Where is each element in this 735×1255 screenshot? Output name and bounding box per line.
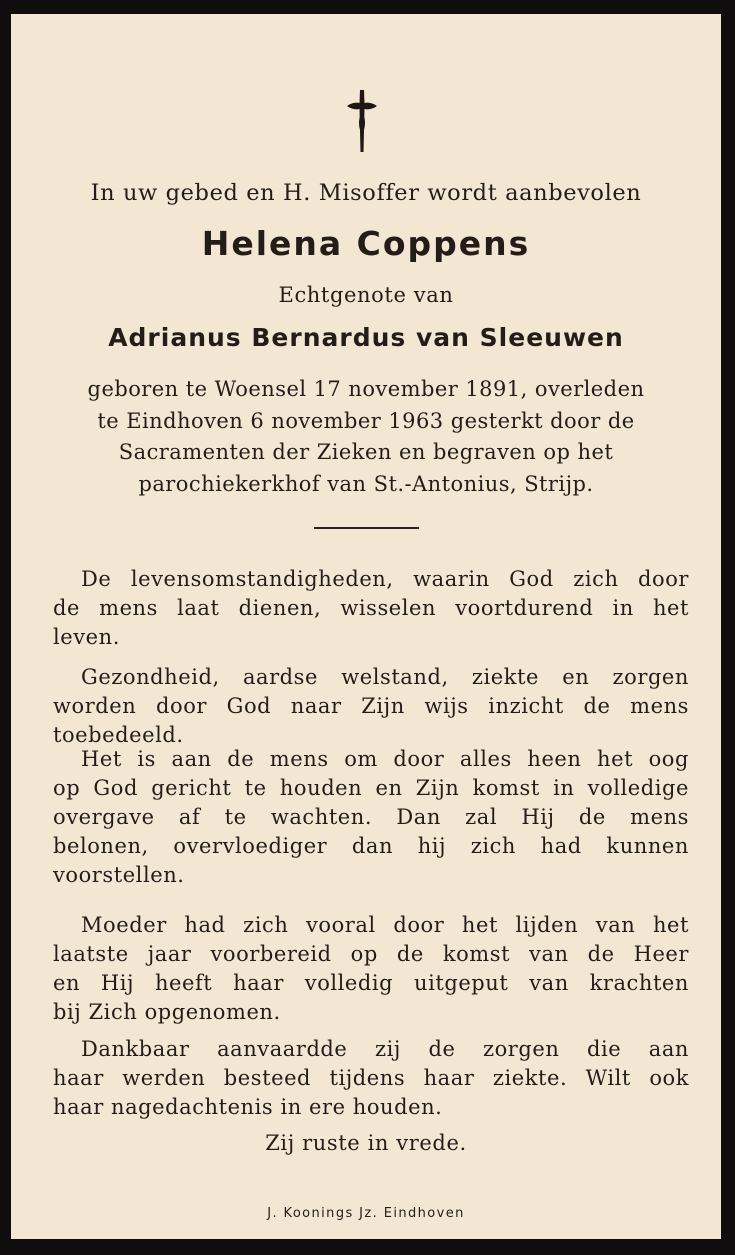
paragraph-line: op God gericht te houden en Zijn komst in volledige: [53, 776, 689, 800]
divider-line: [314, 527, 419, 529]
facts-line: parochiekerkhof van St.-Antonius, Strijp.: [138, 471, 594, 496]
paragraph-2: [53, 663, 689, 750]
paragraph-line: Gezondheid, aardse welstand, ziekte en zorgen: [81, 665, 689, 689]
deceased-name: Helena Coppens: [201, 224, 531, 263]
spouse-label: Echtgenote van: [278, 283, 454, 307]
intro-text: In uw gebed en H. Misoffer wordt aanbevolen: [90, 180, 642, 206]
paragraph-line: Dankbaar aanvaardde zij de zorgen die aan: [81, 1037, 689, 1061]
paragraph-line: leven.: [53, 625, 120, 649]
paragraph-line: toebedeeld.: [53, 723, 184, 747]
paragraph-line: haar werden besteed tijdens haar ziekte. Wilt ook: [53, 1066, 689, 1090]
facts-line: te Eindhoven 6 november 1963 gesterkt door de: [97, 408, 635, 433]
paragraph-line: Het is aan de mens om door alles heen het oog: [81, 747, 689, 771]
paragraph-line: overgave af te wachten. Dan zal Hij de mens: [53, 805, 689, 829]
paragraph-line: worden door God naar Zijn wijs inzicht de mens: [53, 694, 689, 718]
paragraph-3: [53, 745, 689, 890]
closing-text: Zij ruste in vrede.: [265, 1131, 467, 1155]
paragraph-4: [53, 911, 689, 1027]
paragraph-line: belonen, overvloediger dan hij zich had kunnen: [53, 834, 689, 858]
paragraph-line: en Hij heeft haar volledig uitgeput van krachten: [53, 971, 689, 995]
paragraph-line: de mens laat dienen, wisselen voortdurend in het: [53, 596, 689, 620]
paragraph-line: voorstellen.: [53, 863, 185, 887]
card-paper: [11, 14, 721, 1239]
paragraph-5: [53, 1035, 689, 1122]
life-facts: [41, 374, 691, 500]
cross-icon: [344, 88, 380, 154]
facts-line: Sacramenten der Zieken en begraven op het: [118, 440, 614, 464]
paragraph-line: Moeder had zich vooral door het lijden van het: [81, 913, 689, 937]
paragraph-line: De levensomstandigheden, waarin God zich door: [81, 567, 689, 591]
printer-imprint: J. Koonings Jz. Eindhoven: [267, 1206, 465, 1221]
paragraph-line: bij Zich opgenomen.: [53, 1000, 281, 1024]
facts-line: geboren te Woensel 17 november 1891, overleden: [87, 377, 645, 401]
paragraph-line: laatste jaar voorbereid op de komst van de Heer: [53, 942, 689, 966]
spouse-name: Adrianus Bernardus van Sleeuwen: [108, 323, 624, 352]
paragraph-1: [53, 565, 689, 652]
paragraph-line: haar nagedachtenis in ere houden.: [53, 1095, 443, 1119]
